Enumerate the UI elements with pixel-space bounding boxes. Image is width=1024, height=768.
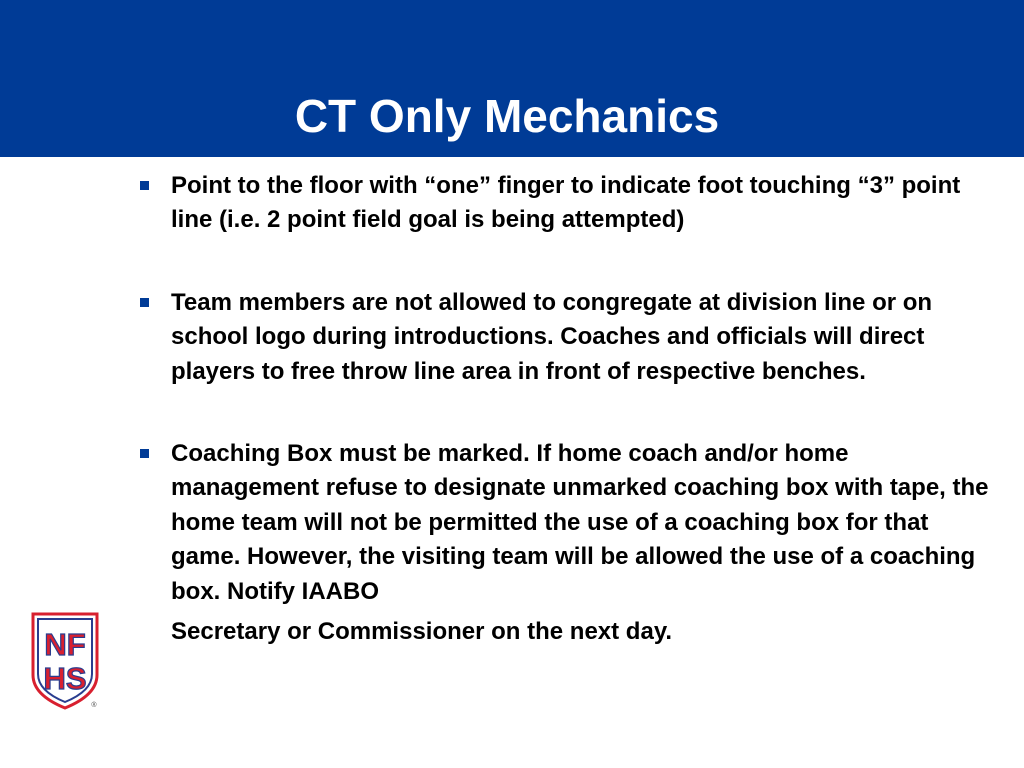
logo-line-nf: NF xyxy=(44,627,86,662)
logo-line-hs: HS xyxy=(43,661,87,696)
bullet-text: Team members are not allowed to congregate at division line or on school logo during introductions. Coaches and officials will direct players to free throw line area in front of respective benches. xyxy=(171,288,933,385)
slide-title: CT Only Mechanics xyxy=(294,90,720,142)
square-bullet-icon xyxy=(140,298,149,307)
bullet-text: Point to the floor with “one” finger to indicate foot touching “3” point line (i.e. 2 point field goal is being attempted) xyxy=(171,172,961,234)
bullet-continuation: Secretary or Commissioner on the next day. xyxy=(171,618,673,646)
square-bullet-icon xyxy=(140,181,149,190)
nfhs-logo xyxy=(31,611,101,711)
square-bullet-icon xyxy=(140,449,149,458)
registered-mark: ® xyxy=(91,702,97,709)
bullet-item xyxy=(140,437,1000,649)
bullet-item xyxy=(140,286,1000,389)
bullet-text: Coaching Box must be marked. If home coach and/or home management refuse to designate unmarked coaching box with tape, the home team will not be permitted the use of a coaching box for that game. However, the visiting team will be allowed the use of a coaching box. Notify IAABO xyxy=(171,440,989,605)
bullet-list xyxy=(140,169,1000,649)
bullet-item xyxy=(140,169,1000,238)
